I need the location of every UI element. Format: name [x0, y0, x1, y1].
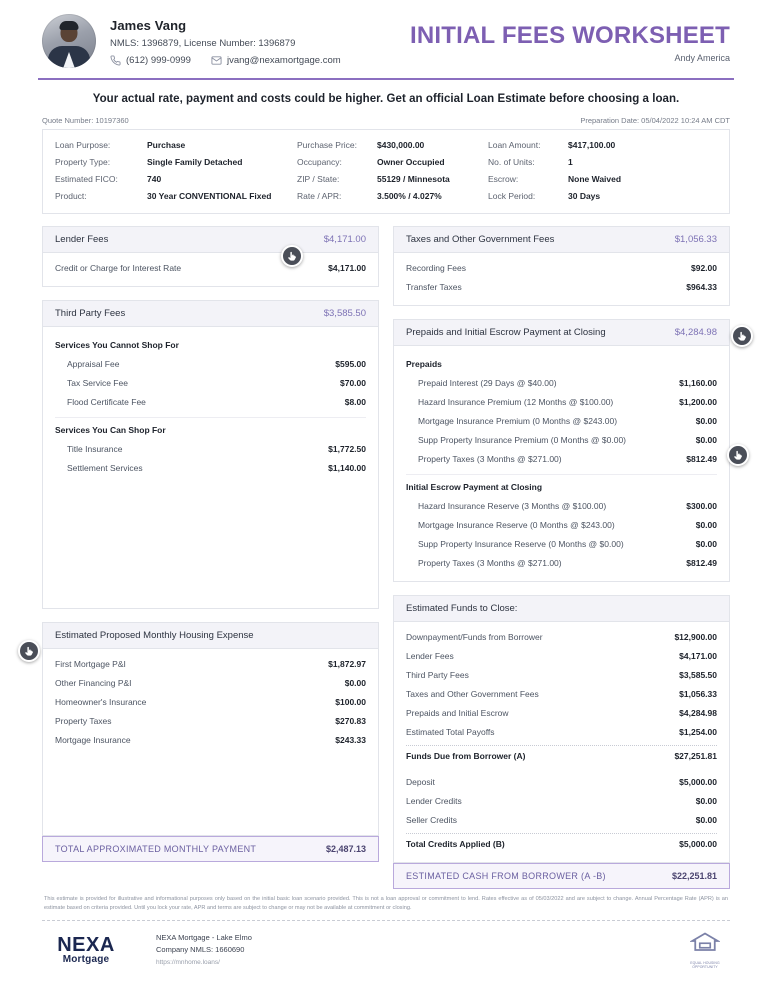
- total-value: $22,251.81: [671, 871, 717, 881]
- list-item: [406, 773, 717, 792]
- section-total: $1,056.33: [674, 234, 717, 245]
- cell-value: 55129 / Minnesota: [377, 174, 450, 184]
- row-value: $1,160.00: [679, 378, 717, 388]
- row-value: $27,251.81: [674, 751, 717, 761]
- row-label: Title Insurance: [67, 444, 123, 454]
- row-label: Settlement Services: [67, 463, 143, 473]
- row-value: $0.00: [695, 520, 717, 530]
- table-row: [55, 188, 717, 205]
- cell-label: Property Type:: [55, 157, 111, 167]
- row-label: Deposit: [406, 777, 435, 787]
- list-item: [55, 459, 366, 478]
- row-label: Downpayment/Funds from Borrower: [406, 632, 543, 642]
- row-label: Third Party Fees: [406, 670, 469, 680]
- lender-fees-card: [42, 226, 379, 287]
- document-title-block: [410, 14, 730, 63]
- click-indicator-lender-fees[interactable]: [281, 245, 303, 267]
- divider: [406, 745, 717, 746]
- row-value: $4,171.00: [679, 651, 717, 661]
- row-label: Seller Credits: [406, 815, 458, 825]
- list-item: [55, 693, 366, 712]
- row-value: $0.00: [695, 539, 717, 549]
- list-item: [406, 374, 717, 393]
- row-label: Lender Credits: [406, 796, 462, 806]
- row-label: Property Taxes (3 Months @ $271.00): [418, 454, 562, 464]
- row-label: Prepaids and Initial Escrow: [406, 708, 509, 718]
- logo-primary-text: NEXA: [57, 934, 115, 957]
- right-column: [393, 226, 730, 889]
- email-address: jvang@nexamortgage.com: [226, 55, 341, 66]
- row-value: $812.49: [686, 454, 717, 464]
- document-header: [32, 0, 740, 68]
- list-item: [55, 440, 366, 459]
- list-item: [406, 792, 717, 811]
- row-value: $1,140.00: [328, 463, 366, 473]
- page-title: INITIAL FEES WORKSHEET: [410, 22, 730, 49]
- content-columns: [32, 214, 740, 889]
- envelope-icon: [211, 55, 222, 66]
- divider: [55, 417, 366, 418]
- email-cell[interactable]: [211, 55, 341, 66]
- list-item: [55, 259, 366, 278]
- row-label: Funds Due from Borrower (A): [406, 751, 526, 761]
- row-value: $5,000.00: [679, 777, 717, 787]
- agent-nmls: NMLS: 1396879, License Number: 1396879: [110, 38, 296, 49]
- table-row: [55, 171, 717, 188]
- cell-value: 30 Year CONVENTIONAL Fixed: [147, 191, 272, 201]
- row-value: $595.00: [335, 359, 366, 369]
- row-label: Flood Certificate Fee: [67, 397, 146, 407]
- prepaids-escrow-card: [393, 319, 730, 582]
- cell-label: Lock Period:: [488, 191, 536, 201]
- row-value: $243.33: [335, 735, 366, 745]
- row-label: Total Credits Applied (B): [406, 839, 505, 849]
- list-item: [406, 278, 717, 297]
- list-item: [406, 685, 717, 704]
- row-label: Hazard Insurance Premium (12 Months @ $100.00): [418, 397, 614, 407]
- phone-icon: [110, 55, 121, 66]
- row-label: Property Taxes (3 Months @ $271.00): [418, 558, 562, 568]
- section-title: Lender Fees: [55, 234, 109, 245]
- divider: [406, 833, 717, 834]
- row-label: Appraisal Fee: [67, 359, 120, 369]
- row-value: $0.00: [695, 796, 717, 806]
- equal-housing-logo: [682, 931, 728, 970]
- row-value: $270.83: [335, 716, 366, 726]
- list-item: [406, 497, 717, 516]
- cell-value: 3.500% / 4.027%: [377, 191, 442, 201]
- lender-fees-header: [43, 227, 378, 253]
- avatar: [42, 14, 96, 68]
- row-label: First Mortgage P&I: [55, 659, 126, 669]
- list-item: [406, 516, 717, 535]
- section-title: Prepaids and Initial Escrow Payment at Closing: [406, 327, 606, 338]
- cell-value: $430,000.00: [377, 140, 425, 150]
- row-label: Mortgage Insurance Reserve (0 Months @ $243.00): [418, 520, 615, 530]
- taxes-gov-fees-header: [394, 227, 729, 253]
- row-label: Recording Fees: [406, 263, 467, 273]
- total-label: TOTAL APPROXIMATED MONTHLY PAYMENT: [55, 844, 257, 854]
- section-title: Estimated Funds to Close:: [406, 603, 518, 614]
- row-value: $4,171.00: [328, 263, 366, 273]
- notice-banner: Your actual rate, payment and costs could be higher. Get an official Loan Estimate before choosing a loan.: [92, 93, 680, 105]
- row-label: Homeowner's Insurance: [55, 697, 147, 707]
- total-monthly-payment-bar: [42, 836, 379, 862]
- company-name: NEXA Mortgage - Lake Elmo: [156, 932, 252, 942]
- list-item: [55, 393, 366, 412]
- list-item: [55, 355, 366, 374]
- cell-label: Rate / APR:: [297, 191, 342, 201]
- click-indicator-monthly-expense[interactable]: [18, 640, 40, 662]
- funds-to-close-body: [394, 622, 729, 862]
- section-total: $4,171.00: [323, 234, 366, 245]
- list-item: [55, 731, 366, 750]
- cell-label: Product:: [55, 191, 87, 201]
- row-label: Taxes and Other Government Fees: [406, 689, 539, 699]
- list-item: [406, 647, 717, 666]
- document-footer: [32, 921, 740, 970]
- list-item: [406, 535, 717, 554]
- company-url[interactable]: https://mnhome.loans/: [156, 958, 220, 966]
- row-value: $8.00: [344, 397, 366, 407]
- cell-value: Owner Occupied: [377, 157, 445, 167]
- subtotal-b-row: [406, 835, 717, 854]
- agent-name: James Vang: [110, 18, 187, 33]
- total-label: ESTIMATED CASH FROM BORROWER (A -B): [406, 871, 606, 881]
- cell-label: Loan Amount:: [488, 140, 541, 150]
- row-value: $3,585.50: [679, 670, 717, 680]
- row-label: Supp Property Insurance Premium (0 Months @ $0.00): [418, 435, 627, 445]
- row-label: Mortgage Insurance Premium (0 Months @ $243.00): [418, 416, 618, 426]
- group-heading: Prepaids: [406, 359, 442, 369]
- cell-label: Escrow:: [488, 174, 519, 184]
- row-value: $1,200.00: [679, 397, 717, 407]
- row-value: $0.00: [695, 416, 717, 426]
- preparation-date: Preparation Date: 05/04/2022 10:24 AM CDT: [580, 116, 730, 125]
- borrower-name: Andy America: [674, 53, 730, 63]
- estimated-cash-bar: [393, 863, 730, 889]
- row-label: Lender Fees: [406, 651, 454, 661]
- row-value: $70.00: [340, 378, 366, 388]
- row-label: Mortgage Insurance: [55, 735, 131, 745]
- group-heading: Initial Escrow Payment at Closing: [406, 482, 543, 492]
- row-value: $300.00: [686, 501, 717, 511]
- third-party-fees-header: [43, 301, 378, 327]
- list-item: [406, 412, 717, 431]
- click-indicator-escrow[interactable]: [727, 444, 749, 466]
- list-item: [55, 712, 366, 731]
- disclaimer-text: This estimate is provided for illustrative and informational purposes only based on the initial basic loan scenario provided. This is not a loan approval or commitment to lend. Rates effective as of 05/03/2022 and are subject to change. Annual Percentage Rate (APR) is an estimate based on criteria provided. Until you lock your rate, APR and terms are subject to change or may not be available at commitment or closing.: [44, 896, 728, 911]
- logo-secondary-text: Mortgage: [62, 954, 110, 966]
- row-value: $1,772.50: [328, 444, 366, 454]
- cell-label: Loan Purpose:: [55, 140, 111, 150]
- monthly-expense-header: [43, 623, 378, 649]
- taxes-gov-fees-card: [393, 226, 730, 306]
- list-item: [55, 655, 366, 674]
- section-total: $4,284.98: [674, 327, 717, 338]
- divider: [406, 474, 717, 475]
- phone-number: (612) 999-0999: [126, 55, 191, 66]
- section-title: Taxes and Other Government Fees: [406, 234, 555, 245]
- prepaids-escrow-body: [394, 346, 729, 581]
- row-value: $0.00: [344, 678, 366, 688]
- row-label: Credit or Charge for Interest Rate: [55, 263, 182, 273]
- row-label: Other Financing P&I: [55, 678, 132, 688]
- cell-value: Single Family Detached: [147, 157, 243, 167]
- group-heading: Services You Cannot Shop For: [55, 340, 179, 350]
- section-total: $3,585.50: [323, 308, 366, 319]
- cell-label: No. of Units:: [488, 157, 535, 167]
- list-item: [406, 666, 717, 685]
- funds-to-close-header: [394, 596, 729, 622]
- equal-housing-icon: [690, 931, 720, 954]
- row-label: Prepaid Interest (29 Days @ $40.00): [418, 378, 557, 388]
- row-value: $964.33: [686, 282, 717, 292]
- row-value: $1,056.33: [679, 689, 717, 699]
- quote-meta-row: [32, 116, 740, 129]
- cell-value: 740: [147, 174, 162, 184]
- list-item: [406, 431, 717, 450]
- cell-label: Estimated FICO:: [55, 174, 118, 184]
- monthly-expense-card: [42, 622, 379, 836]
- row-value: $0.00: [695, 815, 717, 825]
- table-row: [55, 137, 717, 154]
- list-item: [406, 554, 717, 573]
- cell-label: Purchase Price:: [297, 140, 357, 150]
- row-label: Hazard Insurance Reserve (3 Months @ $100.00): [418, 501, 607, 511]
- cell-value: 1: [568, 157, 573, 167]
- cell-label: ZIP / State:: [297, 174, 340, 184]
- funds-to-close-card: [393, 595, 730, 863]
- row-label: Supp Property Insurance Reserve (0 Months @ $0.00): [418, 539, 624, 549]
- cell-value: 30 Days: [568, 191, 601, 201]
- agent-info: [110, 14, 341, 66]
- row-value: $0.00: [695, 435, 717, 445]
- row-value: $12,900.00: [674, 632, 717, 642]
- group-heading: Services You Can Shop For: [55, 425, 166, 435]
- list-item: [406, 450, 717, 469]
- subtotal-a-row: [406, 747, 717, 766]
- list-item: [406, 723, 717, 742]
- row-value: $1,872.97: [328, 659, 366, 669]
- section-title: Estimated Proposed Monthly Housing Expense: [55, 630, 254, 641]
- total-value: $2,487.13: [325, 844, 366, 854]
- list-item: [406, 259, 717, 278]
- click-indicator-prepaids[interactable]: [731, 325, 753, 347]
- agent-contact: [110, 55, 341, 66]
- loan-details-table: [42, 129, 730, 214]
- row-value: $812.49: [686, 558, 717, 568]
- cell-label: Occupancy:: [297, 157, 342, 167]
- list-item: [406, 628, 717, 647]
- row-value: $4,284.98: [679, 708, 717, 718]
- lender-fees-body: [43, 253, 378, 286]
- phone-cell[interactable]: [110, 55, 191, 66]
- quote-number: Quote Number: 10197360: [42, 116, 129, 125]
- company-info: [156, 932, 252, 970]
- nexa-logo: [44, 935, 128, 965]
- monthly-expense-body: [43, 649, 378, 835]
- prepaids-escrow-header: [394, 320, 729, 346]
- list-item: [55, 674, 366, 693]
- row-label: Estimated Total Payoffs: [406, 727, 495, 737]
- company-nmls: Company NMLS: 1660690: [156, 945, 245, 955]
- list-item: [406, 811, 717, 830]
- row-label: Tax Service Fee: [67, 378, 128, 388]
- cell-value: Purchase: [147, 140, 186, 150]
- list-item: [406, 704, 717, 723]
- list-item: [406, 393, 717, 412]
- third-party-fees-body: [43, 327, 378, 608]
- list-item: [55, 374, 366, 393]
- taxes-gov-fees-body: [394, 253, 729, 305]
- third-party-fees-card: [42, 300, 379, 609]
- row-value: $1,254.00: [679, 727, 717, 737]
- row-label: Transfer Taxes: [406, 282, 462, 292]
- table-row: [55, 154, 717, 171]
- cell-value: None Waived: [568, 174, 622, 184]
- row-label: Property Taxes: [55, 716, 112, 726]
- row-value: $100.00: [335, 697, 366, 707]
- row-value: $5,000.00: [679, 839, 717, 849]
- section-title: Third Party Fees: [55, 308, 126, 319]
- left-column: [42, 226, 379, 889]
- row-value: $92.00: [691, 263, 717, 273]
- equal-housing-caption: EQUAL HOUSING OPPORTUNITY: [690, 961, 720, 970]
- cell-value: $417,100.00: [568, 140, 616, 150]
